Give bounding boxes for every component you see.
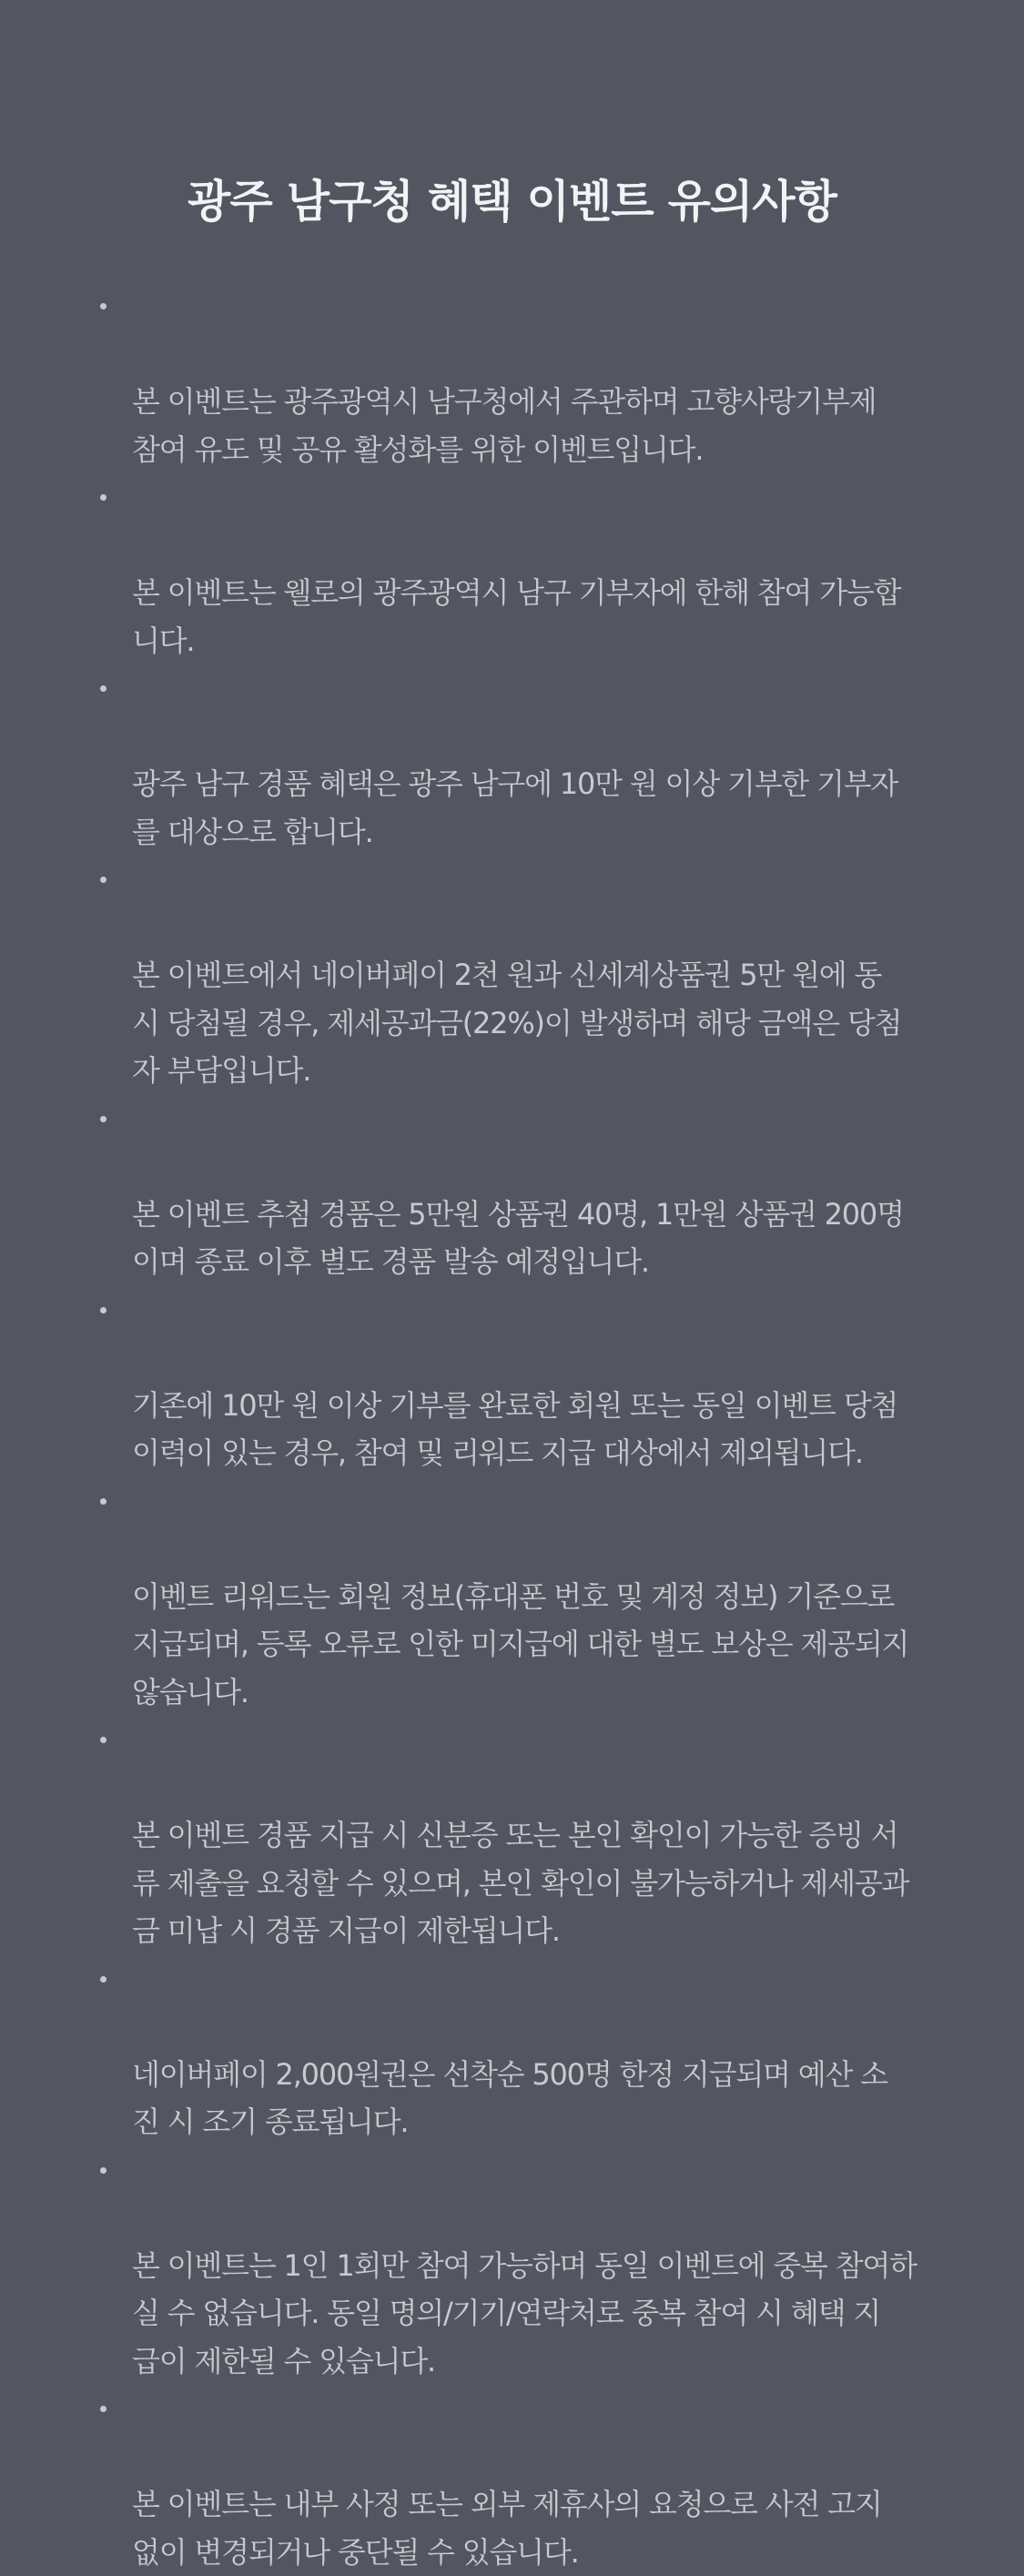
list-item	[100, 473, 947, 664]
bullet-icon	[100, 1307, 106, 1313]
bullet-icon	[100, 1116, 106, 1122]
list-item	[100, 1286, 947, 1477]
list-item	[100, 664, 947, 856]
bullet-icon	[100, 1737, 106, 1743]
list-item	[100, 282, 947, 473]
page-title: 광주 남구청 혜택 이벤트 유의사항	[188, 176, 836, 228]
list-item-text: 광주 남구 경품 혜택은 광주 남구에 10만 원 이상 기부한 기부자 를 대상으로 합니다.	[132, 766, 898, 849]
list-item-text: 네이버페이 2,000원권은 선착순 500명 한정 지급되며 예산 소 진 시 조기 종료됩니다.	[132, 2056, 887, 2139]
list-item-text: 본 이벤트는 내부 사정 또는 외부 제휴사의 요청으로 사전 고지 없이 변경되거나 중단될 수 있습니다.	[132, 2487, 882, 2570]
list-item-text: 본 이벤트 경품 지급 시 신분증 또는 본인 확인이 가능한 증빙 서 류 제출을 요청할 수 있으며, 본인 확인이 불가능하거나 제세공과 금 미납 시 경품 지급이 제한됩니다.	[132, 1818, 909, 1948]
list-item	[100, 2385, 947, 2576]
list-item	[100, 856, 947, 1095]
list-item-text: 본 이벤트는 1인 1회만 참여 가능하며 동일 이벤트에 중복 참여하 실 수 없습니다. 동일 명의/기기/연락처로 중복 참여 시 혜택 지 급이 제한될 수 있습니다.	[132, 2247, 917, 2378]
bullet-icon	[100, 1498, 106, 1505]
bullet-icon	[100, 877, 106, 883]
list-item	[100, 1716, 947, 1955]
list-item-text: 본 이벤트 추첨 경품은 5만원 상품권 40명, 1만원 상품권 200명 이며 종료 이후 별도 경품 발송 예정입니다.	[132, 1196, 904, 1279]
notice-list	[100, 282, 947, 2576]
list-item	[100, 1955, 947, 2146]
list-item-text: 본 이벤트에서 네이버페이 2천 원과 신세계상품권 5만 원에 동 시 당첨될 경우, 제세공과금(22%)이 발생하며 해당 금액은 당첨 자 부담입니다.	[132, 958, 902, 1088]
list-item	[100, 1477, 947, 1717]
list-item-text: 본 이벤트는 광주광역시 남구청에서 주관하며 고향사랑기부제 참여 유도 및 공유 활성화를 위한 이벤트입니다.	[132, 384, 877, 467]
bullet-icon	[100, 1976, 106, 1983]
bullet-icon	[100, 303, 106, 309]
bullet-icon	[100, 2167, 106, 2174]
list-item	[100, 1095, 947, 1286]
bullet-icon	[100, 494, 106, 501]
bullet-icon	[100, 685, 106, 692]
list-item-text: 본 이벤트는 웰로의 광주광역시 남구 기부자에 한해 참여 가능합 니다.	[132, 575, 901, 658]
list-item-text: 이벤트 리워드는 회원 정보(휴대폰 번호 및 계정 정보) 기준으로 지급되며, 등록 오류로 인한 미지급에 대한 별도 보상은 제공되지 않습니다.	[132, 1578, 909, 1709]
bullet-icon	[100, 2406, 106, 2412]
list-item-text: 기존에 10만 원 이상 기부를 완료한 회원 또는 동일 이벤트 당첨 이력이 있는 경우, 참여 및 리워드 지급 대상에서 제외됩니다.	[132, 1387, 898, 1470]
list-item	[100, 2146, 947, 2386]
